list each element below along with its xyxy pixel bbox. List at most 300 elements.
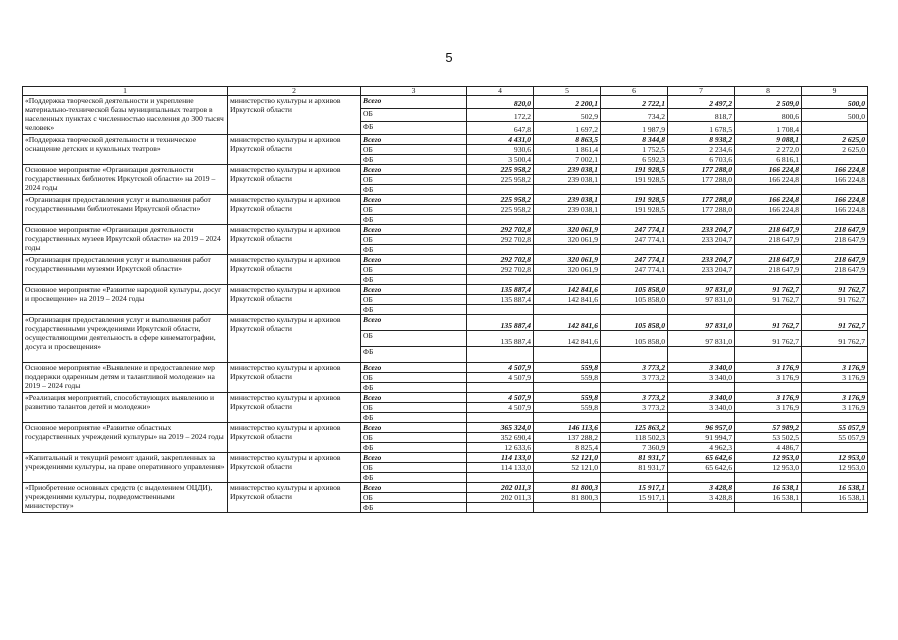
funding-source-cell: Всего [361, 363, 467, 373]
year-value-cell: 91 762,7 [802, 285, 868, 295]
funding-source-cell: ФБ [361, 473, 467, 483]
funding-source-cell: Всего [361, 96, 467, 109]
funding-source-cell: ФБ [361, 443, 467, 453]
responsible-org-cell: министерство культуры и архивов Иркутской области [228, 255, 361, 285]
year-value-cell: 500,0 [802, 96, 868, 109]
year-value-cell: 177 288,0 [668, 165, 735, 175]
year-value-cell: 218 647,9 [802, 225, 868, 235]
activity-name-cell: Основное мероприятие «Развитие народной культуры, досуг и просвещение» на 2019 – 2024 годы [23, 285, 228, 315]
responsible-org-cell: министерство культуры и архивов Иркутской области [228, 165, 361, 195]
year-value-cell: 4 507,9 [467, 403, 534, 413]
year-value-cell: 3 340,0 [668, 403, 735, 413]
year-value-cell: 320 061,9 [534, 255, 601, 265]
year-value-cell: 2 272,0 [735, 145, 802, 155]
year-value-cell: 16 538,1 [735, 483, 802, 493]
year-value-cell: 15 917,1 [601, 483, 668, 493]
funding-source-cell: Всего [361, 423, 467, 433]
year-value-cell: 2 509,0 [735, 96, 802, 109]
funding-source-cell: Всего [361, 315, 467, 331]
year-value-cell [802, 275, 868, 285]
year-value-cell: 3 773,2 [601, 403, 668, 413]
responsible-org-cell: министерство культуры и архивов Иркутской области [228, 285, 361, 315]
year-value-cell: 105 858,0 [601, 331, 668, 347]
year-value-cell [467, 413, 534, 423]
year-value-cell: 320 061,9 [534, 235, 601, 245]
year-value-cell: 292 702,8 [467, 265, 534, 275]
funding-source-cell: ФБ [361, 185, 467, 195]
year-value-cell: 320 061,9 [534, 265, 601, 275]
year-value-cell: 191 928,5 [601, 205, 668, 215]
year-value-cell: 3 176,9 [802, 363, 868, 373]
funding-source-cell: Всего [361, 453, 467, 463]
header-cell: 6 [601, 87, 668, 96]
header-cell: 4 [467, 87, 534, 96]
year-value-cell: 9 088,1 [735, 135, 802, 145]
year-value-cell: 166 224,8 [802, 205, 868, 215]
year-value-cell: 365 324,0 [467, 423, 534, 433]
year-value-cell: 1 678,5 [668, 122, 735, 135]
year-value-cell [802, 443, 868, 453]
header-cell: 1 [23, 87, 228, 96]
year-value-cell: 3 428,8 [668, 493, 735, 503]
year-value-cell: 225 958,2 [467, 175, 534, 185]
funding-source-cell: ОБ [361, 109, 467, 122]
responsible-org-cell: министерство культуры и архивов Иркутской области [228, 315, 361, 363]
activity-name-cell: Основное мероприятие «Организация деятельности государственных музеев Иркутской области» на 2019 – 2024 годы [23, 225, 228, 255]
year-value-cell [534, 245, 601, 255]
year-value-cell [467, 305, 534, 315]
year-value-cell [735, 413, 802, 423]
year-value-cell: 137 288,2 [534, 433, 601, 443]
year-value-cell: 8 825,4 [534, 443, 601, 453]
header-cell: 3 [361, 87, 467, 96]
year-value-cell [802, 413, 868, 423]
year-value-cell: 818,7 [668, 109, 735, 122]
header-cell: 8 [735, 87, 802, 96]
year-value-cell: 142 841,6 [534, 295, 601, 305]
year-value-cell: 166 224,8 [735, 205, 802, 215]
year-value-cell [668, 383, 735, 393]
funding-source-cell: Всего [361, 255, 467, 265]
table-row [23, 96, 868, 109]
funding-source-cell: ОБ [361, 493, 467, 503]
year-value-cell: 57 989,2 [735, 423, 802, 433]
funding-source-cell: ФБ [361, 155, 467, 165]
responsible-org-cell: министерство культуры и архивов Иркутской области [228, 195, 361, 225]
year-value-cell: 166 224,8 [802, 175, 868, 185]
funding-source-cell: Всего [361, 393, 467, 403]
year-value-cell: 16 538,1 [802, 493, 868, 503]
year-value-cell: 135 887,4 [467, 315, 534, 331]
year-value-cell: 2 722,1 [601, 96, 668, 109]
year-value-cell: 91 762,7 [735, 295, 802, 305]
year-value-cell: 233 204,7 [668, 265, 735, 275]
funding-source-cell: ОБ [361, 463, 467, 473]
year-value-cell: 2 234,6 [668, 145, 735, 155]
year-value-cell: 3 500,4 [467, 155, 534, 165]
year-value-cell: 3 773,2 [601, 363, 668, 373]
year-value-cell: 218 647,9 [735, 265, 802, 275]
table-row [23, 255, 868, 265]
year-value-cell [668, 245, 735, 255]
year-value-cell [735, 305, 802, 315]
year-value-cell: 4 431,0 [467, 135, 534, 145]
table-row [23, 423, 868, 433]
year-value-cell [668, 185, 735, 195]
year-value-cell: 81 800,3 [534, 493, 601, 503]
year-value-cell: 53 502,5 [735, 433, 802, 443]
year-value-cell: 7 360,9 [601, 443, 668, 453]
year-value-cell: 3 773,2 [601, 393, 668, 403]
year-value-cell: 6 703,6 [668, 155, 735, 165]
year-value-cell: 166 224,8 [735, 175, 802, 185]
year-value-cell: 1 697,2 [534, 122, 601, 135]
year-value-cell: 1 987,9 [601, 122, 668, 135]
year-value-cell: 239 038,1 [534, 205, 601, 215]
funding-source-cell: ФБ [361, 305, 467, 315]
year-value-cell: 218 647,9 [802, 265, 868, 275]
year-value-cell: 3 176,9 [735, 403, 802, 413]
year-value-cell [735, 245, 802, 255]
table-row [23, 165, 868, 175]
responsible-org-cell: министерство культуры и архивов Иркутской области [228, 96, 361, 135]
year-value-cell: 65 642,6 [668, 463, 735, 473]
year-value-cell: 12 633,6 [467, 443, 534, 453]
year-value-cell: 3 340,0 [668, 373, 735, 383]
year-value-cell: 352 690,4 [467, 433, 534, 443]
activity-name-cell: «Организация предоставления услуг и выполнения работ государственными библиотеками Иркутской области» [23, 195, 228, 225]
table-row [23, 393, 868, 403]
year-value-cell [735, 347, 802, 363]
responsible-org-cell: министерство культуры и архивов Иркутской области [228, 393, 361, 423]
year-value-cell: 191 928,5 [601, 175, 668, 185]
funding-source-cell: ОБ [361, 205, 467, 215]
responsible-org-cell: министерство культуры и архивов Иркутской области [228, 363, 361, 393]
activity-name-cell: «Реализация мероприятий, способствующих выявлению и развитию талантов детей и молодежи» [23, 393, 228, 423]
year-value-cell: 218 647,9 [735, 235, 802, 245]
responsible-org-cell: министерство культуры и архивов Иркутской области [228, 453, 361, 483]
year-value-cell [601, 413, 668, 423]
year-value-cell: 6 816,1 [735, 155, 802, 165]
year-value-cell [735, 503, 802, 513]
funding-source-cell: ОБ [361, 175, 467, 185]
year-value-cell [534, 305, 601, 315]
year-value-cell: 96 957,0 [668, 423, 735, 433]
year-value-cell: 177 288,0 [668, 175, 735, 185]
responsible-org-cell: министерство культуры и архивов Иркутской области [228, 483, 361, 513]
year-value-cell: 177 288,0 [668, 205, 735, 215]
year-value-cell: 8 863,5 [534, 135, 601, 145]
year-value-cell: 91 762,7 [735, 315, 802, 331]
year-value-cell: 292 702,8 [467, 225, 534, 235]
funding-source-cell: ФБ [361, 347, 467, 363]
table-row [23, 225, 868, 235]
header-cell: 7 [668, 87, 735, 96]
table-row [23, 363, 868, 373]
year-value-cell: 239 038,1 [534, 165, 601, 175]
responsible-org-cell: министерство культуры и архивов Иркутской области [228, 423, 361, 453]
year-value-cell [467, 215, 534, 225]
year-value-cell: 55 057,9 [802, 433, 868, 443]
year-value-cell: 91 762,7 [802, 295, 868, 305]
year-value-cell: 3 176,9 [735, 393, 802, 403]
year-value-cell: 118 502,3 [601, 433, 668, 443]
header-cell: 9 [802, 87, 868, 96]
year-value-cell: 191 928,5 [601, 195, 668, 205]
year-value-cell [467, 245, 534, 255]
year-value-cell: 218 647,9 [802, 235, 868, 245]
funding-source-cell: ОБ [361, 145, 467, 155]
year-value-cell [534, 185, 601, 195]
year-value-cell: 52 121,0 [534, 463, 601, 473]
year-value-cell [601, 185, 668, 195]
year-value-cell: 930,6 [467, 145, 534, 155]
year-value-cell: 202 011,3 [467, 483, 534, 493]
year-value-cell [534, 347, 601, 363]
funding-source-cell: ФБ [361, 215, 467, 225]
year-value-cell [802, 215, 868, 225]
year-value-cell: 146 113,6 [534, 423, 601, 433]
year-value-cell: 225 958,2 [467, 195, 534, 205]
year-value-cell: 166 224,8 [802, 165, 868, 175]
year-value-cell: 91 762,7 [802, 315, 868, 331]
funding-source-cell: ОБ [361, 373, 467, 383]
year-value-cell [534, 503, 601, 513]
year-value-cell: 12 953,0 [802, 463, 868, 473]
header-cell: 2 [228, 87, 361, 96]
year-value-cell: 4 507,9 [467, 393, 534, 403]
year-value-cell: 2 625,0 [802, 135, 868, 145]
funding-source-cell: Всего [361, 135, 467, 145]
table-row [23, 135, 868, 145]
year-value-cell [601, 275, 668, 285]
year-value-cell: 647,8 [467, 122, 534, 135]
funding-source-cell: ОБ [361, 331, 467, 347]
year-value-cell: 202 011,3 [467, 493, 534, 503]
year-value-cell: 559,8 [534, 393, 601, 403]
year-value-cell [668, 503, 735, 513]
year-value-cell: 1 861,4 [534, 145, 601, 155]
year-value-cell [668, 305, 735, 315]
year-value-cell: 218 647,9 [735, 225, 802, 235]
year-value-cell: 247 774,1 [601, 255, 668, 265]
year-value-cell: 6 592,3 [601, 155, 668, 165]
year-value-cell: 81 800,3 [534, 483, 601, 493]
year-value-cell: 292 702,8 [467, 255, 534, 265]
year-value-cell: 3 340,0 [668, 363, 735, 373]
year-value-cell: 97 831,0 [668, 331, 735, 347]
activity-name-cell: «Организация предоставления услуг и выполнения работ государственными музеями Иркутской области» [23, 255, 228, 285]
year-value-cell: 4 486,7 [735, 443, 802, 453]
year-value-cell [668, 275, 735, 285]
year-value-cell: 166 224,8 [735, 165, 802, 175]
year-value-cell [668, 215, 735, 225]
responsible-org-cell: министерство культуры и архивов Иркутской области [228, 225, 361, 255]
year-value-cell: 2 497,2 [668, 96, 735, 109]
activity-name-cell: Основное мероприятие «Развитие областных государственных учреждений культуры» на 2019 – 2024 годы [23, 423, 228, 453]
year-value-cell [601, 347, 668, 363]
year-value-cell: 97 831,0 [668, 315, 735, 331]
year-value-cell: 820,0 [467, 96, 534, 109]
year-value-cell [802, 503, 868, 513]
year-value-cell [601, 305, 668, 315]
funding-source-cell: ФБ [361, 503, 467, 513]
year-value-cell: 247 774,1 [601, 235, 668, 245]
year-value-cell: 97 831,0 [668, 295, 735, 305]
year-value-cell: 233 204,7 [668, 225, 735, 235]
year-value-cell: 320 061,9 [534, 225, 601, 235]
year-value-cell [802, 245, 868, 255]
year-value-cell: 142 841,6 [534, 331, 601, 347]
year-value-cell: 114 133,0 [467, 463, 534, 473]
year-value-cell [601, 245, 668, 255]
year-value-cell: 172,2 [467, 109, 534, 122]
year-value-cell [534, 473, 601, 483]
year-value-cell: 135 887,4 [467, 331, 534, 347]
year-value-cell: 91 762,7 [802, 331, 868, 347]
year-value-cell: 1 708,4 [735, 122, 802, 135]
year-value-cell: 4 507,9 [467, 373, 534, 383]
year-value-cell [802, 347, 868, 363]
activity-name-cell: «Поддержка творческой деятельности и техническое оснащение детских и кукольных театров» [23, 135, 228, 165]
funding-source-cell: Всего [361, 195, 467, 205]
year-value-cell: 16 538,1 [802, 483, 868, 493]
funding-source-cell: ФБ [361, 122, 467, 135]
year-value-cell [601, 383, 668, 393]
year-value-cell: 218 647,9 [802, 255, 868, 265]
year-value-cell: 500,0 [802, 109, 868, 122]
year-value-cell: 97 831,0 [668, 285, 735, 295]
header-cell: 5 [534, 87, 601, 96]
page-number: 5 [445, 50, 453, 65]
year-value-cell [802, 473, 868, 483]
year-value-cell [735, 215, 802, 225]
funding-source-cell: Всего [361, 285, 467, 295]
header-row [23, 87, 868, 96]
year-value-cell: 12 953,0 [735, 453, 802, 463]
year-value-cell: 142 841,6 [534, 315, 601, 331]
year-value-cell: 559,8 [534, 373, 601, 383]
year-value-cell [467, 503, 534, 513]
year-value-cell: 233 204,7 [668, 255, 735, 265]
year-value-cell: 105 858,0 [601, 315, 668, 331]
year-value-cell [534, 413, 601, 423]
year-value-cell: 233 204,7 [668, 235, 735, 245]
year-value-cell: 16 538,1 [735, 493, 802, 503]
year-value-cell: 2 625,0 [802, 145, 868, 155]
year-value-cell [802, 122, 868, 135]
year-value-cell [467, 275, 534, 285]
budget-table [22, 86, 868, 513]
year-value-cell: 218 647,9 [735, 255, 802, 265]
year-value-cell: 292 702,8 [467, 235, 534, 245]
year-value-cell: 52 121,0 [534, 453, 601, 463]
year-value-cell: 3 176,9 [802, 393, 868, 403]
year-value-cell [534, 215, 601, 225]
funding-source-cell: ОБ [361, 235, 467, 245]
funding-source-cell: ФБ [361, 245, 467, 255]
year-value-cell: 3 176,9 [735, 363, 802, 373]
year-value-cell: 3 773,2 [601, 373, 668, 383]
year-value-cell: 1 752,5 [601, 145, 668, 155]
activity-name-cell: «Приобретение основных средств (с выделением ОЦДИ), учреждениями культуры, подведомственными министерству» [23, 483, 228, 513]
activity-name-cell: Основное мероприятие «Организация деятельности государственных библиотек Иркутской области» на 2019 – 2024 годы [23, 165, 228, 195]
year-value-cell: 239 038,1 [534, 195, 601, 205]
year-value-cell [802, 383, 868, 393]
year-value-cell [534, 275, 601, 285]
year-value-cell: 239 038,1 [534, 175, 601, 185]
year-value-cell: 91 762,7 [735, 331, 802, 347]
year-value-cell: 8 344,8 [601, 135, 668, 145]
funding-source-cell: ФБ [361, 383, 467, 393]
year-value-cell: 3 340,0 [668, 393, 735, 403]
year-value-cell: 225 958,2 [467, 205, 534, 215]
year-value-cell: 3 428,8 [668, 483, 735, 493]
year-value-cell [802, 155, 868, 165]
year-value-cell [802, 305, 868, 315]
year-value-cell [668, 413, 735, 423]
funding-source-cell: Всего [361, 483, 467, 493]
year-value-cell [668, 473, 735, 483]
year-value-cell: 81 931,7 [601, 453, 668, 463]
year-value-cell: 177 288,0 [668, 195, 735, 205]
funding-source-cell: ОБ [361, 295, 467, 305]
year-value-cell: 225 958,2 [467, 165, 534, 175]
table-row [23, 315, 868, 331]
year-value-cell: 502,9 [534, 109, 601, 122]
year-value-cell: 734,2 [601, 109, 668, 122]
year-value-cell [534, 383, 601, 393]
year-value-cell: 4 507,9 [467, 363, 534, 373]
activity-name-cell: Основное мероприятие «Выявление и предоставление мер поддержки одаренным детям и талантливой молодежи» на 2019 – 2024 годы [23, 363, 228, 393]
year-value-cell [601, 473, 668, 483]
year-value-cell: 12 953,0 [735, 463, 802, 473]
funding-source-cell: Всего [361, 225, 467, 235]
year-value-cell: 15 917,1 [601, 493, 668, 503]
year-value-cell: 800,6 [735, 109, 802, 122]
year-value-cell [802, 185, 868, 195]
year-value-cell: 55 057,9 [802, 423, 868, 433]
year-value-cell [601, 503, 668, 513]
activity-name-cell: «Поддержка творческой деятельности и укрепление материально-технической базы муниципальных театров в населенных пунктах с численностью населения до 300 тысяч человек» [23, 96, 228, 135]
year-value-cell: 559,8 [534, 363, 601, 373]
year-value-cell: 7 002,1 [534, 155, 601, 165]
year-value-cell: 105 858,0 [601, 285, 668, 295]
funding-source-cell: ОБ [361, 265, 467, 275]
year-value-cell [668, 347, 735, 363]
year-value-cell: 166 224,8 [802, 195, 868, 205]
year-value-cell: 65 642,6 [668, 453, 735, 463]
year-value-cell: 135 887,4 [467, 285, 534, 295]
table-row [23, 195, 868, 205]
year-value-cell: 125 863,2 [601, 423, 668, 433]
year-value-cell: 3 176,9 [802, 373, 868, 383]
year-value-cell: 142 841,6 [534, 285, 601, 295]
year-value-cell [467, 383, 534, 393]
responsible-org-cell: министерство культуры и архивов Иркутской области [228, 135, 361, 165]
year-value-cell: 247 774,1 [601, 225, 668, 235]
activity-name-cell: «Организация предоставления услуг и выполнения работ государственными учреждениями Иркутской области, осуществляющими деятельность в сфере кинематографии, досуга и просвещения» [23, 315, 228, 363]
funding-source-cell: ФБ [361, 275, 467, 285]
year-value-cell: 191 928,5 [601, 165, 668, 175]
year-value-cell [467, 473, 534, 483]
table-row [23, 483, 868, 493]
year-value-cell: 166 224,8 [735, 195, 802, 205]
year-value-cell: 3 176,9 [802, 403, 868, 413]
table-row [23, 453, 868, 463]
table-row [23, 285, 868, 295]
year-value-cell: 247 774,1 [601, 265, 668, 275]
